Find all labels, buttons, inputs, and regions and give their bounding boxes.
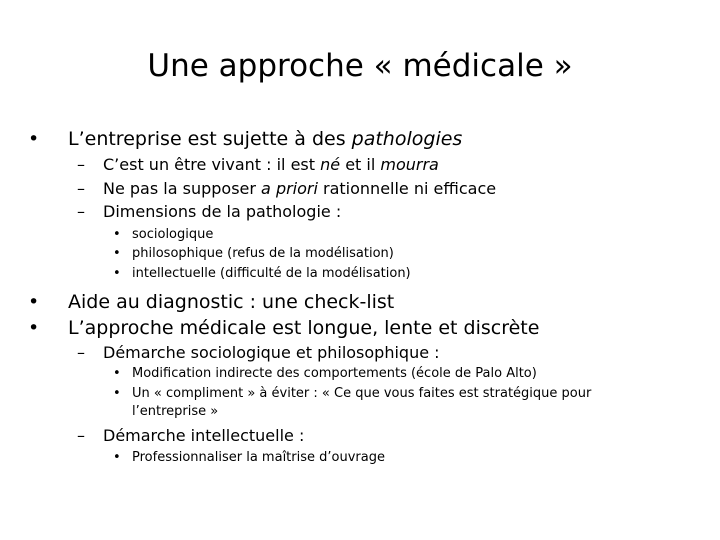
text-run: sociologique bbox=[132, 227, 214, 242]
bullet-dash: – bbox=[77, 155, 85, 174]
text-run: Dimensions de la pathologie : bbox=[103, 202, 342, 221]
bullet-text bbox=[68, 289, 394, 315]
emphasis-text: né bbox=[320, 155, 341, 174]
text-run: intellectuelle (difficulté de la modélisation) bbox=[132, 266, 411, 281]
text-run: l’entreprise » bbox=[132, 404, 219, 419]
text-run: Démarche sociologique et philosophique : bbox=[103, 343, 440, 362]
bullet-text bbox=[132, 365, 537, 383]
emphasis-text: pathologies bbox=[351, 128, 463, 150]
bullet-text bbox=[132, 385, 591, 403]
text-run: Un « compliment » à éviter : « Ce que vous faites est stratégique pour bbox=[132, 386, 592, 401]
text-run: Démarche intellectuelle : bbox=[103, 426, 305, 445]
bullet-dot: • bbox=[113, 266, 121, 281]
bullet-dash: – bbox=[77, 343, 85, 362]
bullet-dot: • bbox=[113, 366, 121, 381]
bullet-dash: – bbox=[77, 426, 85, 445]
text-run: rationnelle ni efficace bbox=[317, 179, 497, 198]
bullet-text bbox=[103, 342, 440, 364]
bullet-dot: • bbox=[113, 450, 121, 465]
emphasis-text: mourra bbox=[380, 155, 439, 174]
bullet-dot: • bbox=[28, 128, 40, 150]
bullet-dot: • bbox=[28, 291, 40, 313]
bullet-text bbox=[68, 126, 462, 152]
text-run: Professionnaliser la maîtrise d’ouvrage bbox=[132, 450, 385, 465]
bullet-text bbox=[103, 425, 304, 447]
text-run: L’approche médicale est longue, lente et discrète bbox=[68, 317, 540, 339]
bullet-text bbox=[132, 449, 385, 467]
bullet-text bbox=[103, 154, 439, 176]
text-run: C’est un être vivant : il est bbox=[103, 155, 321, 174]
emphasis-text: a priori bbox=[261, 179, 318, 198]
text-run: L’entreprise est sujette à des bbox=[68, 128, 352, 150]
text-run: philosophique (refus de la modélisation) bbox=[132, 246, 394, 261]
bullet-text bbox=[103, 201, 341, 223]
text-run: et il bbox=[340, 155, 381, 174]
bullet-dot: • bbox=[113, 227, 121, 242]
bullet-text bbox=[132, 245, 394, 263]
bullet-text bbox=[68, 315, 539, 341]
bullet-text bbox=[132, 226, 213, 244]
bullet-dot: • bbox=[113, 246, 121, 261]
bullet-dot: • bbox=[113, 386, 121, 401]
text-run: Modification indirecte des comportements (école de Palo Alto) bbox=[132, 366, 537, 381]
slide-title: Une approche « médicale » bbox=[147, 48, 573, 84]
bullet-text bbox=[132, 265, 411, 283]
bullet-dash: – bbox=[77, 179, 85, 198]
bullet-dash: – bbox=[77, 202, 85, 221]
text-run: Ne pas la supposer bbox=[103, 179, 262, 198]
text-run: Aide au diagnostic : une check-list bbox=[68, 291, 395, 313]
bullet-text bbox=[132, 403, 218, 421]
bullet-dot: • bbox=[28, 317, 40, 339]
bullet-text bbox=[103, 178, 496, 200]
